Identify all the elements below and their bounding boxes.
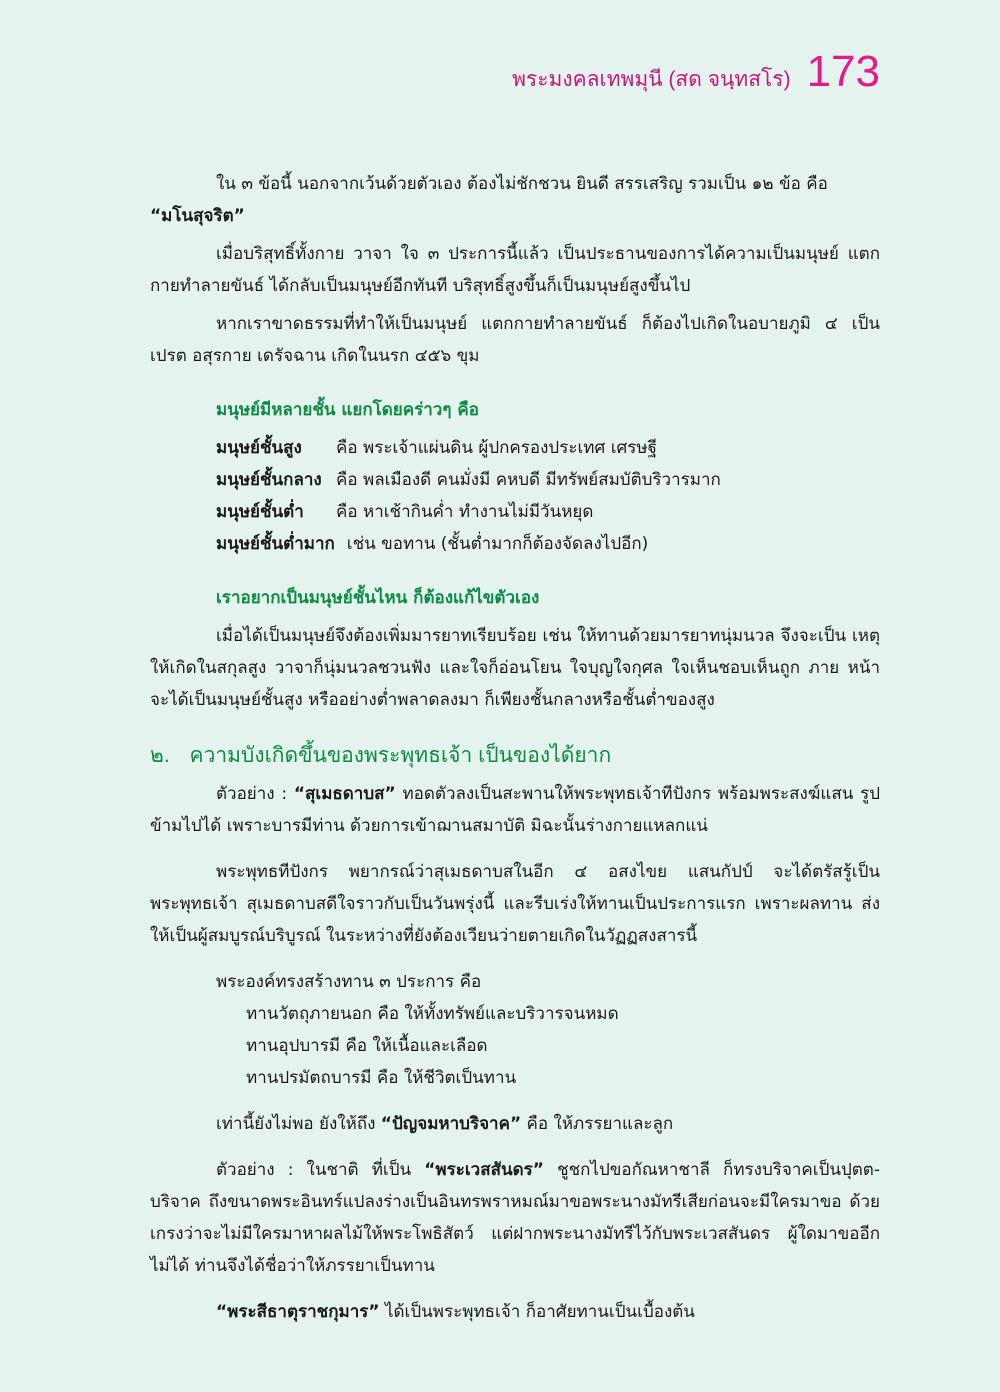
section-title: ความบังเกิดขึ้นของพระพุทธเจ้า เป็นของได้ยาก [189, 744, 612, 767]
section-number: ๒. [150, 744, 170, 767]
offering-item: ทานวัตถุภายนอก คือ ให้ทั้งทรัพย์และบริวารจนหมด [246, 1004, 619, 1024]
example-1-text: ทอดตัวลงเป็นสะพานให้พระพุทธเจ้าทีปังกร พร้อมพระสงฆ์แสน รูปข้ามไปได้ เพราะบารมีท่าน ด้วยการเข้าฌานสมาบัติ มิฉะนั้นร่างกายแหลกแน่ [150, 784, 880, 836]
level-term: มนุษย์ชั้นกลาง [216, 470, 322, 490]
level-item [216, 432, 880, 464]
offerings-intro: พระองค์ทรงสร้างทาน ๓ ประการ คือ [216, 972, 482, 992]
offering-rest: คือ ให้ภรรยาและลูก [526, 1114, 674, 1134]
levels-list [150, 432, 880, 560]
level-item [216, 464, 880, 496]
level-desc: คือ พระเจ้าแผ่นดิน ผู้ปกครองประเทศ เศรษฐี [336, 438, 658, 458]
offering-prefix: เท่านี้ยังไม่พอ ยังให้ถึง [216, 1114, 376, 1134]
example-2-paragraph [150, 1154, 880, 1282]
example-1-paragraph [150, 778, 880, 842]
level-desc: เช่น ขอทาน (ชั้นต่ำมากก็ต้องจัดลงไปอีก) [346, 534, 649, 554]
intro-paragraph-2: เมื่อบริสุทธิ์ทั้งกาย วาจา ใจ ๓ ประการนี้แล้ว เป็นประธานของการได้ความเป็นมนุษย์ แตกกายทำลายขันธ์ ได้กลับเป็นมนุษย์อีกทันที บริสุทธิ์สูงขึ้นก็เป็นมนุษย์สูงขึ้นไป [150, 244, 880, 296]
example-label: ตัวอย่าง : [216, 784, 288, 804]
term-manosujarit: “มโนสุจริต” [150, 206, 245, 226]
running-header [512, 47, 880, 96]
page-content [150, 168, 880, 1328]
great-offering-paragraph [216, 1108, 880, 1140]
level-term: มนุษย์ชั้นสูง [216, 438, 302, 458]
header-title: พระมงคลเทพมุนี (สด จนฺทสโร) [512, 68, 791, 91]
term-vessantara: “พระเวสสันดร” [424, 1160, 544, 1180]
level-desc: คือ พลเมืองดี คนมั่งมี คหบดี มีทรัพย์สมบัติบริวารมาก [336, 470, 721, 490]
example-2-text: ชูชกไปขอกัณหาชาลี ก็ทรงบริจาคเป็นปุตต- บริจาค ถึงขนาดพระอินทร์แปลงร่างเป็นอินทรพราหมณ์มาขอพระนางมัทรีเสียก่อนจะมีใครมาขอ ด้วยเกรงว่าจะไม่มีใครมาหาผลไม้ให้พระโพธิสัตว์ แต่ฝากพระนางมัทรีไว้กับพระเวสสันดร ผู้ใดมาขออีก ไม่ได้ ท่านจึงได้ชื่อว่าให้ภรรยาเป็นทาน [150, 1160, 880, 1276]
intro-paragraph-3: หากเราขาดธรรมที่ทำให้เป็นมนุษย์ แตกกายทำลายขันธ์ ก็ต้องไปเกิดในอบายภูมิ ๔ เป็น เปรต อสุรกาย เดรัจฉาน เกิดในนรก ๔๕๖ ขุม [150, 314, 880, 366]
level-term: มนุษย์ชั้นต่ำ [216, 502, 304, 522]
level-term: มนุษย์ชั้นต่ำมาก [216, 534, 335, 554]
level-item [216, 496, 880, 528]
term-sumedha: “สุเมธดาบส” [293, 784, 396, 804]
levels-heading: มนุษย์มีหลายชั้น แยกโดยคร่าวๆ คือ [216, 400, 479, 420]
example-2-prefix: ตัวอย่าง : ในชาติ ที่เป็น [216, 1160, 412, 1180]
closing-paragraph [150, 1296, 880, 1328]
closing-text: ได้เป็นพระพุทธเจ้า ก็อาศัยทานเป็นเบื้องต้น [384, 1302, 695, 1322]
choose-heading: เราอยากเป็นมนุษย์ชั้นไหน ก็ต้องแก้ไขตัวเอง [216, 588, 540, 608]
offering-item: ทานอุปบารมี คือ ให้เนื้อและเลือด [246, 1036, 488, 1056]
term-sidhatu-prince: “พระสีธาตุราชกุมาร” [216, 1302, 380, 1322]
choose-paragraph: เมื่อได้เป็นมนุษย์จึงต้องเพิ่มมารยาทเรียบร้อย เช่น ให้ทานด้วยมารยาทนุ่มนวล จึงจะเป็น เหตุให้เกิดในสกุลสูง วาจาก็นุ่มนวลชวนฟัง และใจก็อ่อนโยน ใจบุญใจกุศล ใจเห็นชอบเห็นถูก ภาย หน้าจะได้เป็นมนุษย์ชั้นสูง หรืออย่างต่ำพลาดลงมา ก็เพียงชั้นกลางหรือชั้นต่ำของสูง [150, 626, 880, 710]
intro-p1-text: ใน ๓ ข้อนี้ นอกจากเว้นด้วยตัวเอง ต้องไม่ชักชวน ยินดี สรรเสริญ รวมเป็น ๑๒ ข้อ คือ [216, 174, 828, 194]
intro-paragraph-1 [150, 168, 880, 200]
level-desc: คือ หาเช้ากินค่ำ ทำงานไม่มีวันหยุด [336, 502, 594, 522]
prophecy-paragraph: พระพุทธทีปังกร พยากรณ์ว่าสุเมธดาบสในอีก ๔ อสงไขย แสนกัปป์ จะได้ตรัสรู้เป็น พระพุทธเจ้า สุเมธดาบสดีใจราวกับเป็นวันพรุ่งนี้ และรีบเร่งให้ทานเป็นประการแรก เพราะผลทาน ส่งให้เป็นผู้สมบูรณ์บริบูรณ์ ในระหว่างที่ยังต้องเวียนว่ายตายเกิดในวัฏฏสงสารนี้ [150, 862, 880, 946]
section-2-heading [150, 740, 880, 772]
level-item [216, 528, 880, 560]
intro-p1-continuation [150, 200, 880, 232]
offering-item: ทานปรมัตถบารมี คือ ให้ชีวิตเป็นทาน [246, 1068, 517, 1088]
term-panca-mahapariccaga: “ปัญจมหาบริจาค” [380, 1114, 522, 1134]
page-number: 173 [806, 47, 880, 96]
